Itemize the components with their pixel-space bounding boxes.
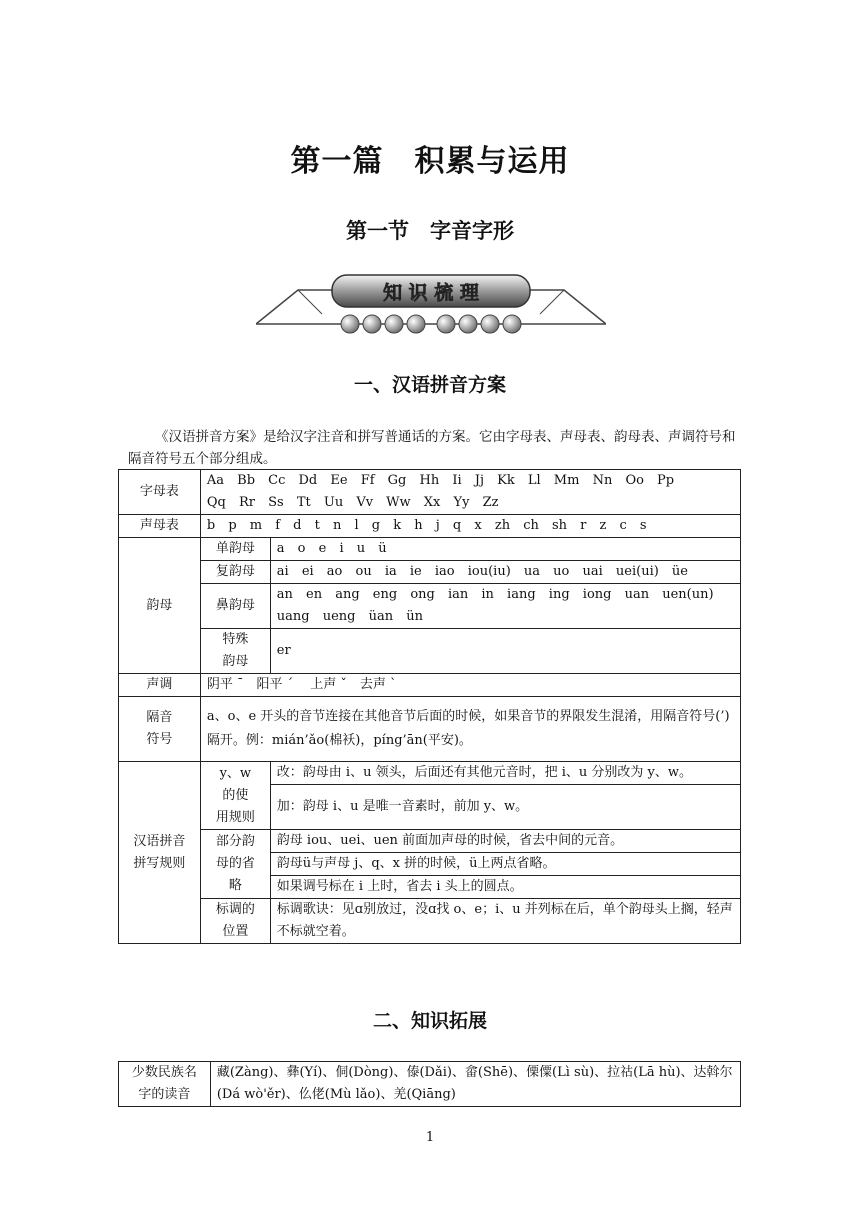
spelling-rules-label: 汉语拼音 拼写规则 bbox=[119, 762, 201, 944]
tones-label: 声调 bbox=[119, 674, 201, 697]
finals-label: 韵母 bbox=[119, 538, 201, 674]
omission-label: 部分韵 母的省 略 bbox=[200, 830, 270, 899]
table-row bbox=[119, 830, 741, 853]
yw-rule-add: 加：韵母 i、u 是唯一音素时，前加 y、w。 bbox=[270, 785, 740, 830]
intro-paragraph: 《汉语拼音方案》是给汉字注音和拼写普通话的方案。它由字母表、声母表、韵母表、声调符号和隔音符号五个部分组成。 bbox=[128, 429, 736, 467]
pinyin-table bbox=[118, 469, 741, 944]
page-title: 第一篇 积累与运用 bbox=[290, 144, 570, 179]
omission-rule-1: 韵母 iou、uei、uen 前面加声母的时候，省去中间的元音。 bbox=[270, 830, 740, 853]
table-row bbox=[119, 561, 741, 584]
section-heading-pinyin: 一、汉语拼音方案 bbox=[353, 374, 506, 396]
svg-text:知 识 梳 理: 知 识 梳 理 bbox=[383, 282, 479, 304]
initials-label: 声母表 bbox=[119, 515, 201, 538]
page-number: 1 bbox=[425, 1130, 435, 1145]
table-row bbox=[119, 470, 741, 515]
table-row bbox=[119, 629, 741, 674]
compound-finals-label: 复韵母 bbox=[200, 561, 270, 584]
ethnic-names-cell: 藏(Zàng)、彝(Yí)、侗(Dòng)、傣(Dǎi)、畲(Shē)、傈僳(Lì sù)、拉祜(Lā hù)、达斡尔(Dá wò'ěr)、仫佬(Mù lǎo)、羌(Qiāng) bbox=[210, 1062, 740, 1107]
nasal-finals-cell: an en ang eng ong ian in iang ing iong uan uen(un) uang ueng üan ün bbox=[270, 584, 740, 629]
table-row bbox=[119, 538, 741, 561]
yw-rule-change: 改：韵母由 i、u 领头，后面还有其他元音时，把 i、u 分别改为 y、w。 bbox=[270, 762, 740, 785]
table-row bbox=[119, 584, 741, 629]
tone-position-rule: 标调歌诀：见ɑ别放过，没ɑ找 o、e；i、u 并列标在后，单个韵母头上搁，轻声不标就空着。 bbox=[270, 899, 740, 944]
table-row bbox=[119, 1062, 741, 1107]
single-finals-label: 单韵母 bbox=[200, 538, 270, 561]
table-row bbox=[119, 697, 741, 762]
separator-cell: a、o、e 开头的音节连接在其他音节后面的时候，如果音节的界限发生混淆，用隔音符号(’)隔开。例：mián’ǎo(棉袄)，píng’ān(平安)。 bbox=[200, 697, 740, 762]
extension-table bbox=[118, 1061, 741, 1107]
section-heading-extension: 二、知识拓展 bbox=[372, 1010, 487, 1032]
alphabet-label: 字母表 bbox=[119, 470, 201, 515]
single-finals-cell: a o e i u ü bbox=[270, 538, 740, 561]
alphabet-cell: Aa Bb Cc Dd Ee Ff Gg Hh Ii Jj Kk Ll Mm Nn Oo Pp Qq Rr Ss Tt Uu Vv Ww Xx Yy Zz bbox=[200, 470, 740, 515]
tone-position-label: 标调的 位置 bbox=[200, 899, 270, 944]
nasal-finals-label: 鼻韵母 bbox=[200, 584, 270, 629]
omission-rule-3: 如果调号标在 i 上时，省去 i 头上的圆点。 bbox=[270, 876, 740, 899]
separator-label: 隔音 符号 bbox=[119, 697, 201, 762]
special-finals-label: 特殊 韵母 bbox=[200, 629, 270, 674]
initials-cell: b p m f d t n l g k h j q x zh ch sh r z c s bbox=[200, 515, 740, 538]
special-finals-cell: er bbox=[270, 629, 740, 674]
table-row bbox=[119, 674, 741, 697]
knowledge-banner bbox=[256, 268, 606, 340]
table-row bbox=[119, 515, 741, 538]
table-row bbox=[119, 762, 741, 785]
compound-finals-cell: ai ei ao ou ia ie iao iou(iu) ua uo uai uei(ui) üe bbox=[270, 561, 740, 584]
yw-rules-label: y、w 的使 用规则 bbox=[200, 762, 270, 830]
table-row bbox=[119, 899, 741, 944]
omission-rule-2: 韵母ü与声母 j、q、x 拼的时候，ü上两点省略。 bbox=[270, 853, 740, 876]
section-subtitle: 第一节 字音字形 bbox=[346, 219, 514, 243]
ethnic-names-label: 少数民族名 字的读音 bbox=[119, 1062, 211, 1107]
tones-cell: 阴平 ˉ 阳平 ˊ 上声 ˇ 去声 ˋ bbox=[200, 674, 740, 697]
